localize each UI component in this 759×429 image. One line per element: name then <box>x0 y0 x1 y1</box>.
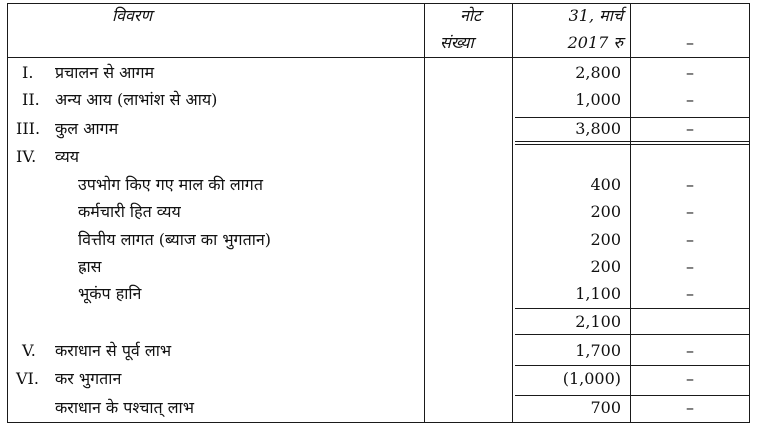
row-roman: VI. <box>16 369 39 388</box>
header-particulars: विवरण <box>112 6 153 25</box>
header-date-line1: 31, मार्च <box>568 6 623 25</box>
row-amount: 1,100 <box>575 284 621 303</box>
row-prev: – <box>686 257 694 276</box>
row-amount: 200 <box>590 230 621 249</box>
row-prev: – <box>686 284 694 303</box>
rule-above-total-revenue <box>515 117 749 118</box>
row-amount: 200 <box>590 257 621 276</box>
row-roman: I. <box>22 63 34 82</box>
header-note-line2: संख्या <box>440 33 474 52</box>
row-label: प्रचालन से आगम <box>55 63 155 82</box>
header-date-line2: 2017 रु <box>567 33 623 52</box>
row-roman: II. <box>22 90 40 109</box>
row-amount: 2,800 <box>575 63 621 82</box>
row-label: कुल आगम <box>55 119 119 138</box>
row-roman: III. <box>16 119 41 138</box>
row-amount: 3,800 <box>575 119 621 138</box>
header-prev-col: – <box>686 33 694 52</box>
row-prev: – <box>686 175 694 194</box>
row-label: वित्तीय लागत (ब्याज का भुगतान) <box>78 230 271 249</box>
row-roman: V. <box>22 341 36 360</box>
header-note-line1: नोट <box>460 6 482 25</box>
row-label: ह्रास <box>78 257 102 276</box>
col-divider-amount <box>512 3 513 423</box>
row-amount: 700 <box>590 398 621 417</box>
row-prev: – <box>686 369 694 388</box>
table-right-border <box>749 3 750 423</box>
row-prev: – <box>686 341 694 360</box>
row-prev: – <box>686 119 694 138</box>
col-divider-prev <box>630 3 631 423</box>
row-prev: – <box>686 230 694 249</box>
row-prev: – <box>686 398 694 417</box>
row-label: कराधान के पश्चात् लाभ <box>55 398 194 417</box>
rule-above-tax-paid <box>515 365 749 366</box>
table-bottom-border <box>7 422 750 423</box>
row-label: भूकंप हानि <box>78 284 142 303</box>
col-divider-note <box>424 3 425 423</box>
table-left-border <box>7 3 8 423</box>
row-label: कराधान से पूर्व लाभ <box>55 341 172 360</box>
row-amount: 400 <box>590 175 621 194</box>
row-label: अन्य आय (लाभांश से आय) <box>55 90 218 109</box>
rule-below-total-revenue-1 <box>515 141 749 142</box>
row-roman: IV. <box>16 147 37 166</box>
table-top-border <box>7 3 750 4</box>
rule-above-expense-total <box>515 308 749 309</box>
rule-below-expense-total <box>515 334 749 335</box>
row-amount: 2,100 <box>575 312 621 331</box>
row-prev: – <box>686 90 694 109</box>
rule-below-total-revenue-2 <box>515 144 749 145</box>
header-bottom-border <box>7 57 750 58</box>
row-label: कर्मचारी हित व्यय <box>78 202 181 221</box>
row-label: व्यय <box>55 147 80 166</box>
row-amount: 1,000 <box>575 90 621 109</box>
row-amount: 1,700 <box>575 341 621 360</box>
row-amount: (1,000) <box>562 369 621 388</box>
row-label: कर भुगतान <box>55 369 122 388</box>
row-amount: 200 <box>590 202 621 221</box>
row-prev: – <box>686 63 694 82</box>
row-prev: – <box>686 202 694 221</box>
row-label: उपभोग किए गए माल की लागत <box>78 175 263 194</box>
rule-above-profit-after-tax <box>515 395 749 396</box>
